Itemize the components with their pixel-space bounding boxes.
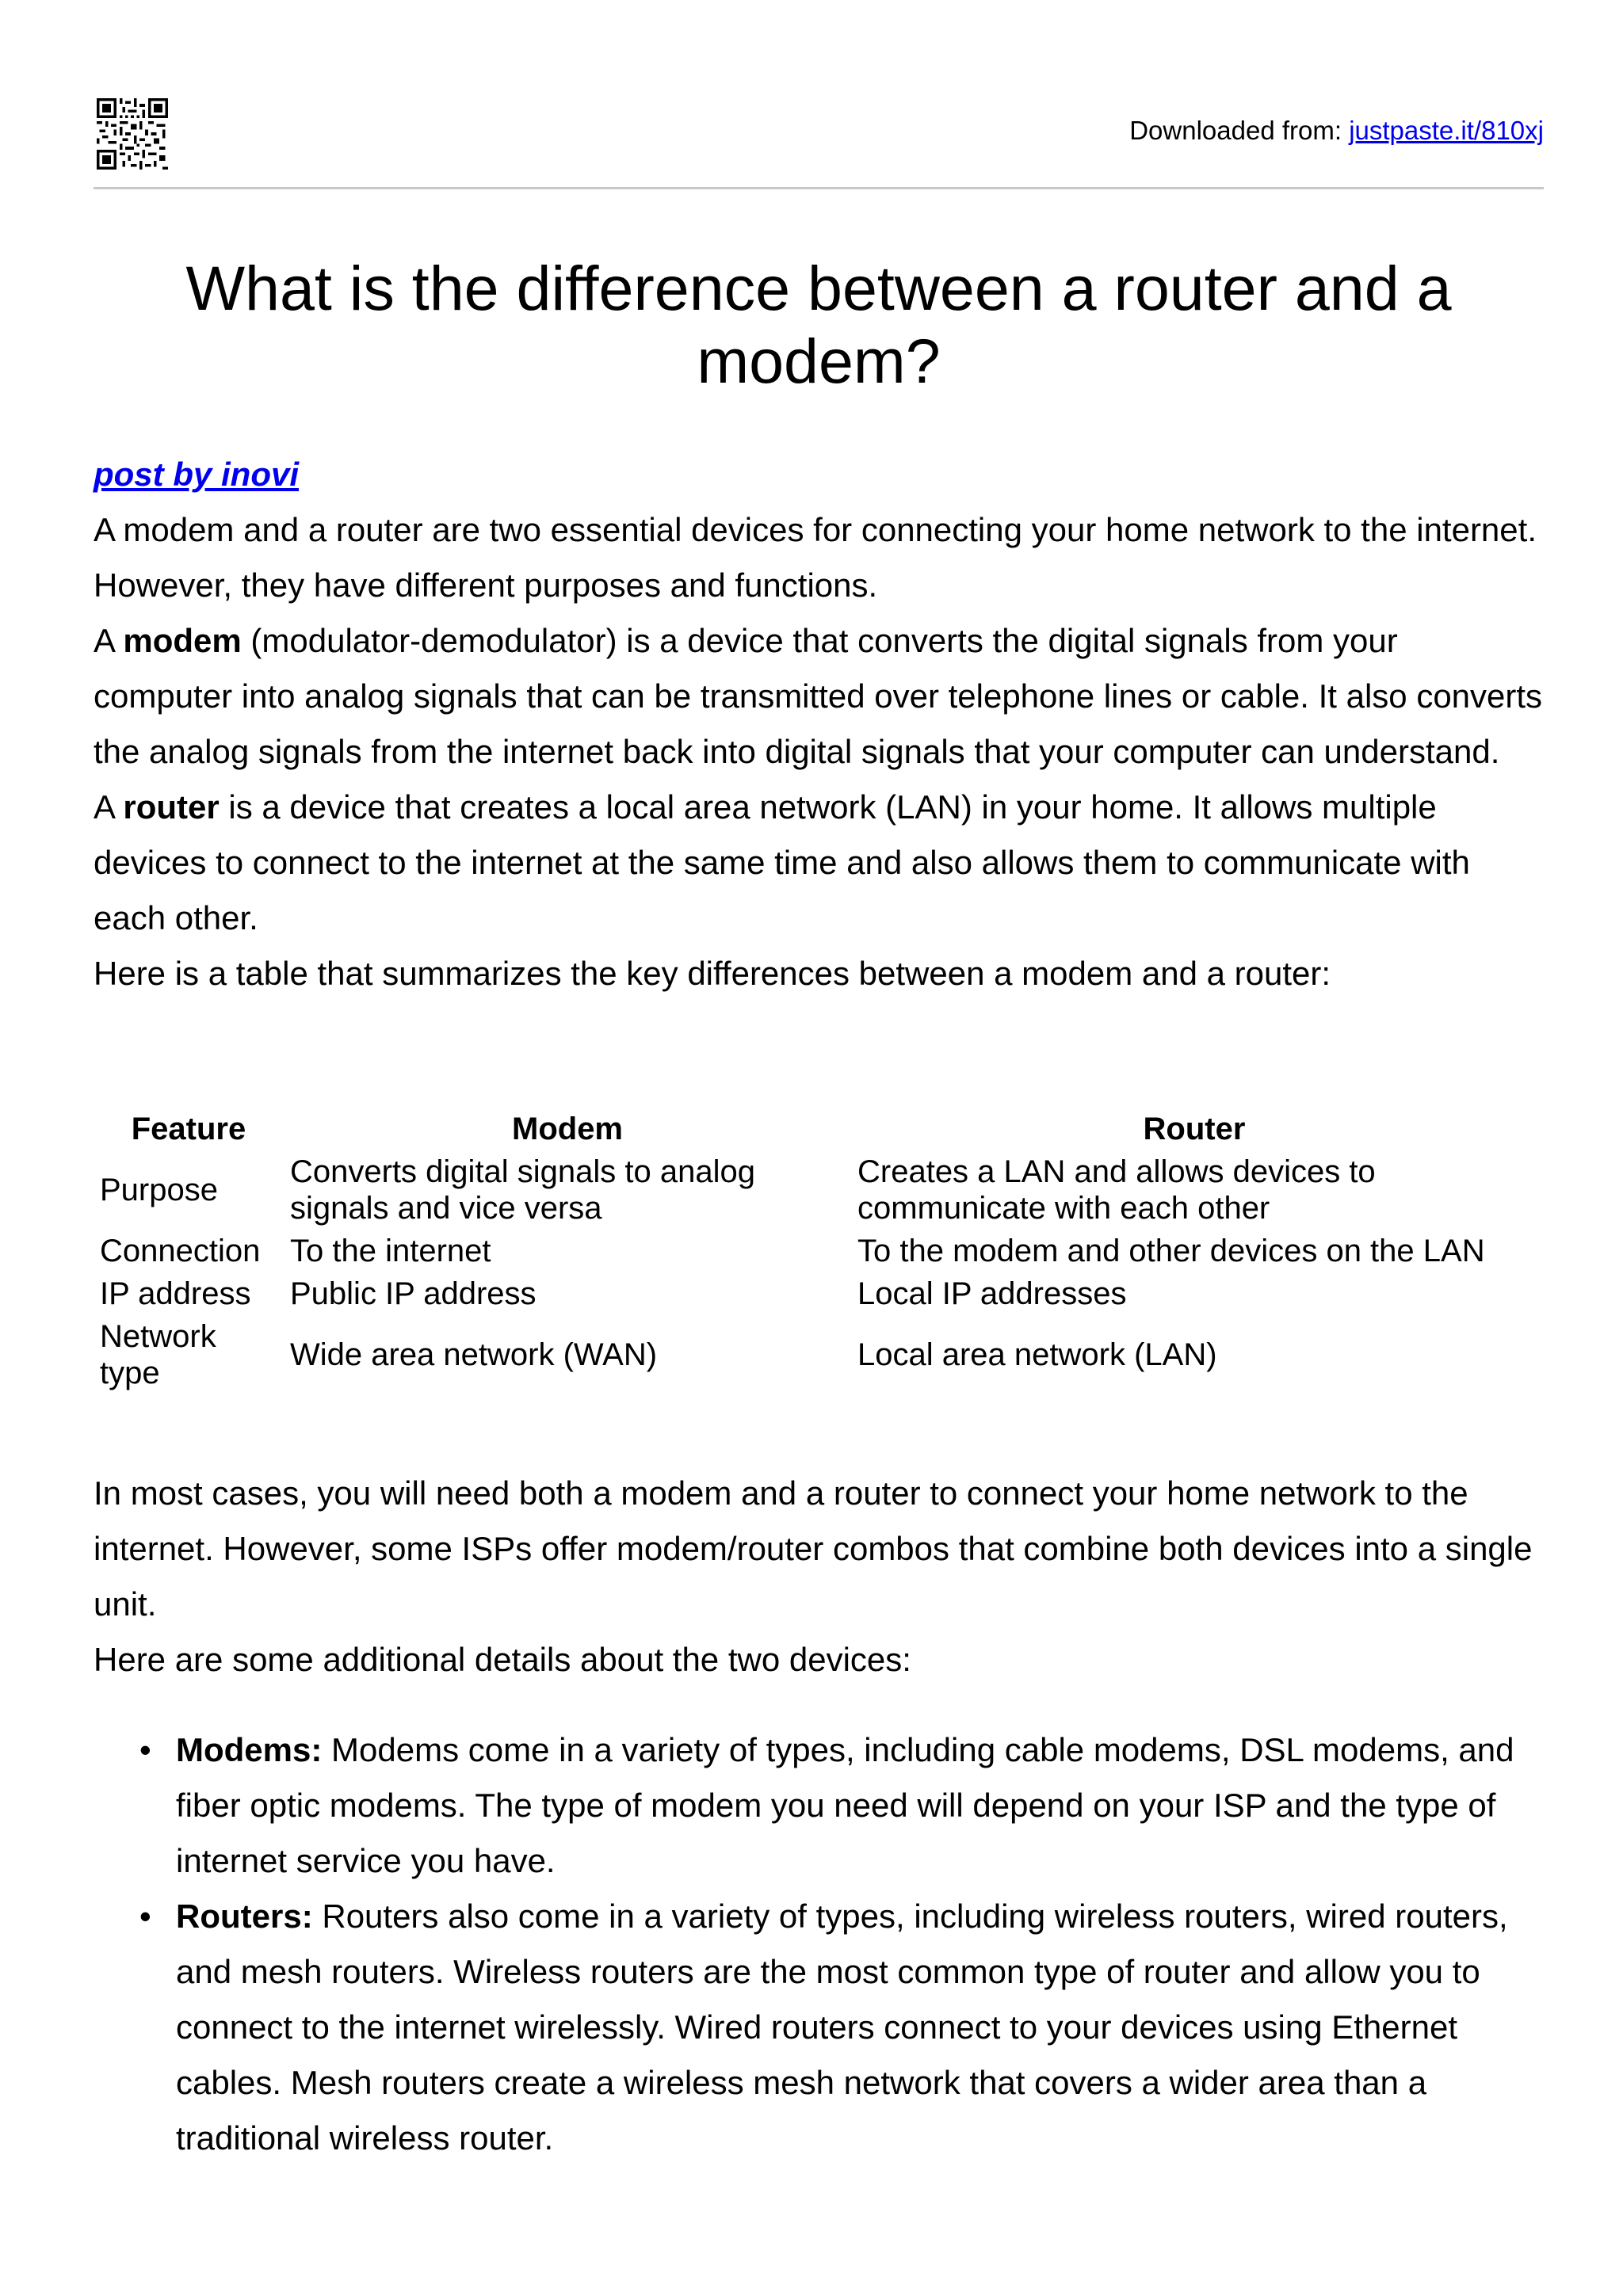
details-list bbox=[94, 1722, 1544, 2166]
table-cell: To the internet bbox=[290, 1234, 491, 1268]
table-row bbox=[94, 1315, 1537, 1394]
header-modem: Modem bbox=[512, 1112, 623, 1146]
table-row bbox=[94, 1230, 1537, 1272]
table-cell: Converts digital signals to analog signals and vice versa bbox=[290, 1154, 756, 1226]
comparison-table bbox=[94, 1108, 1537, 1394]
table-cell: Local area network (LAN) bbox=[857, 1337, 1217, 1372]
details-intro: Here are some additional details about the two devices: bbox=[94, 1641, 911, 1678]
comparison-table-wrapper bbox=[94, 1108, 1544, 1394]
combo-paragraph: In most cases, you will need both a modem and a router to connect your home network to the internet. However, some ISPs offer modem/router combos that combine both devices into a single unit. bbox=[94, 1474, 1533, 1623]
router-description: is a device that creates a local area network (LAN) in your home. It allows multiple devices to connect to the internet at the same time and also allows them to communicate with each other. bbox=[94, 788, 1470, 936]
article-body bbox=[94, 447, 1544, 1001]
table-cell: Wide area network (WAN) bbox=[290, 1337, 658, 1372]
list-item-term: Modems: bbox=[176, 1731, 323, 1768]
page-header bbox=[94, 95, 1544, 189]
header-feature: Feature bbox=[131, 1112, 246, 1146]
table-row bbox=[94, 1272, 1537, 1315]
table-cell: To the modem and other devices on the LAN bbox=[857, 1234, 1485, 1268]
table-header-row bbox=[94, 1108, 1537, 1150]
table-cell: Network type bbox=[100, 1319, 216, 1390]
author-link[interactable]: post by inovi bbox=[94, 456, 300, 493]
list-item bbox=[139, 1889, 1544, 2166]
bullet-icon: • bbox=[139, 1731, 151, 1768]
article-body-continued bbox=[94, 1466, 1544, 2166]
router-term: router bbox=[123, 788, 220, 826]
modem-prefix: A bbox=[94, 622, 124, 659]
list-item-text: Routers also come in a variety of types, including wireless routers, wired routers, and mesh routers. Wireless routers are the most common type of router and allow you to connect to the internet wirelessly. Wired routers connect to your devices using Ethernet cables. Mesh routers create a wireless mesh network that covers a wider area than a traditional wireless router. bbox=[176, 1897, 1508, 2157]
router-prefix: A bbox=[94, 788, 124, 826]
bullet-icon: • bbox=[139, 1897, 151, 1935]
intro-paragraph: A modem and a router are two essential devices for connecting your home network to the internet. However, they have different purposes and functions. bbox=[94, 511, 1537, 604]
table-cell: Creates a LAN and allows devices to communicate with each other bbox=[857, 1154, 1376, 1226]
downloaded-from bbox=[1129, 116, 1544, 146]
table-cell: Purpose bbox=[100, 1173, 218, 1207]
page-title: What is the difference between a router and a modem? bbox=[185, 253, 1452, 396]
document-page bbox=[94, 0, 1544, 2296]
router-paragraph bbox=[94, 780, 1544, 946]
table-cell: Connection bbox=[100, 1234, 261, 1268]
header-router: Router bbox=[1143, 1112, 1246, 1146]
table-row bbox=[94, 1150, 1537, 1230]
modem-term: modem bbox=[123, 622, 242, 659]
modem-paragraph bbox=[94, 613, 1544, 780]
table-cell: IP address bbox=[100, 1276, 251, 1311]
list-item-text: Modems come in a variety of types, including cable modems, DSL modems, and fiber optic modems. The type of modem you need will depend on your ISP and the type of internet service you have. bbox=[176, 1731, 1514, 1879]
source-link[interactable]: justpaste.it/810xj bbox=[1349, 116, 1544, 145]
list-item-term: Routers: bbox=[176, 1897, 313, 1935]
modem-description: (modulator-demodulator) is a device that converts the digital signals from your computer into analog signals that can be transmitted over telephone lines or cable. It also converts the analog signals from the internet back into digital signals that your computer can understand. bbox=[94, 622, 1543, 770]
table-cell: Local IP addresses bbox=[857, 1276, 1127, 1311]
list-item bbox=[139, 1722, 1544, 1889]
qr-code-icon bbox=[97, 98, 168, 170]
table-cell: Public IP address bbox=[290, 1276, 537, 1311]
table-intro: Here is a table that summarizes the key differences between a modem and a router: bbox=[94, 955, 1331, 992]
downloaded-label: Downloaded from: bbox=[1129, 116, 1350, 145]
